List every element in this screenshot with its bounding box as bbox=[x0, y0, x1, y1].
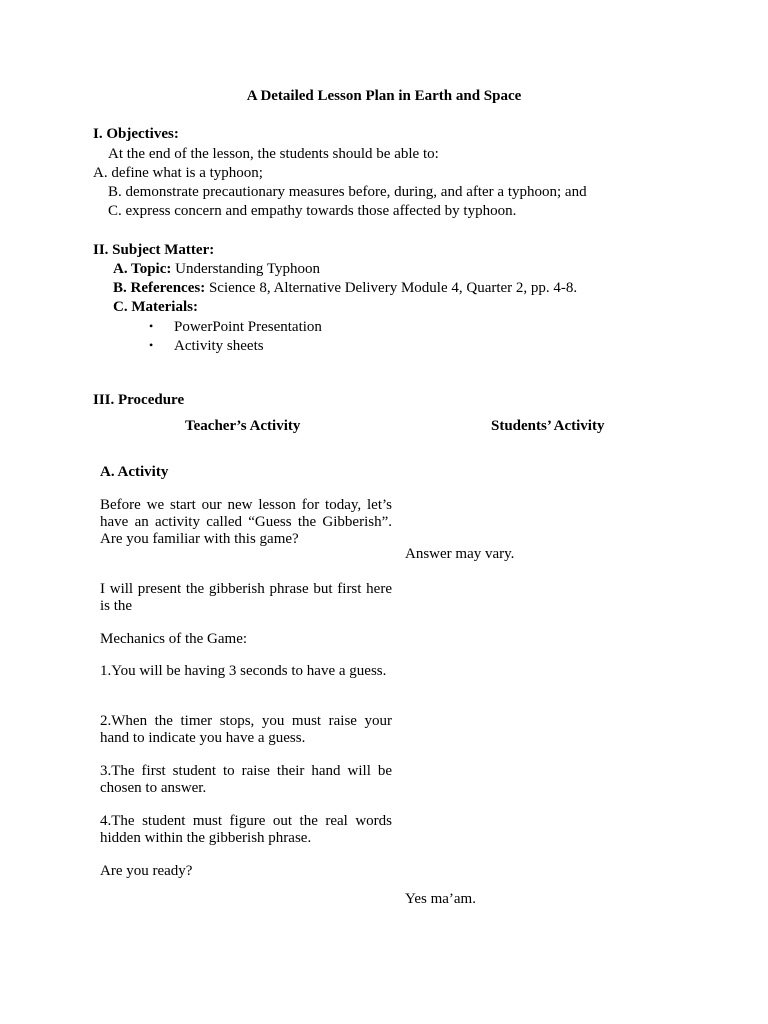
students-activity-header: Students’ Activity bbox=[491, 418, 605, 434]
objectives-intro: At the end of the lesson, the students should be able to: bbox=[108, 146, 439, 162]
references-value: Science 8, Alternative Delivery Module 4, Quarter 2, pp. 4-8. bbox=[208, 280, 578, 296]
student-response: Answer may vary. bbox=[405, 546, 515, 562]
teacher-paragraph: Mechanics of the Game: bbox=[100, 631, 248, 647]
teacher-paragraph: 4.The student must figure out the real words hidden within the gibberish phrase. bbox=[100, 813, 392, 846]
document-title: A Detailed Lesson Plan in Earth and Space bbox=[246, 88, 522, 104]
teacher-paragraph: 1.You will be having 3 seconds to have a guess. bbox=[100, 663, 387, 679]
bullet-icon: • bbox=[149, 319, 154, 333]
teacher-paragraph: 2.When the timer stops, you must raise your hand to indicate you have a guess. bbox=[100, 713, 392, 746]
references-label: B. References: bbox=[113, 280, 206, 296]
teacher-paragraph: I will present the gibberish phrase but first here is the bbox=[100, 581, 392, 614]
teacher-paragraph: Before we start our new lesson for today, let’s have an activity called “Guess the Gibberish”. Are you familiar with this game? bbox=[100, 497, 392, 547]
material-item-activity-sheets: Activity sheets bbox=[174, 338, 264, 354]
objective-item-a: A. define what is a typhoon; bbox=[93, 165, 263, 181]
procedure-heading: III. Procedure bbox=[93, 392, 185, 408]
objectives-heading: I. Objectives: bbox=[93, 126, 179, 142]
material-item-powerpoint: PowerPoint Presentation bbox=[174, 319, 322, 335]
bullet-icon: • bbox=[149, 338, 154, 352]
references-line bbox=[113, 279, 577, 298]
objective-item-c: C. express concern and empathy towards those affected by typhoon. bbox=[108, 203, 517, 219]
teacher-paragraph: 3.The first student to raise their hand will be chosen to answer. bbox=[100, 763, 392, 796]
teacher-activity-header: Teacher’s Activity bbox=[185, 418, 301, 434]
teacher-paragraph: Are you ready? bbox=[100, 863, 193, 879]
student-response: Yes ma’am. bbox=[405, 891, 476, 907]
subject-matter-heading: II. Subject Matter: bbox=[93, 242, 215, 258]
activity-section-heading: A. Activity bbox=[100, 464, 169, 480]
topic-label: A. Topic: bbox=[113, 261, 172, 277]
topic-value: Understanding Typhoon bbox=[175, 261, 321, 277]
topic-line bbox=[113, 260, 320, 279]
materials-label: C. Materials: bbox=[113, 299, 198, 315]
objective-item-b: B. demonstrate precautionary measures before, during, and after a typhoon; and bbox=[108, 184, 587, 200]
